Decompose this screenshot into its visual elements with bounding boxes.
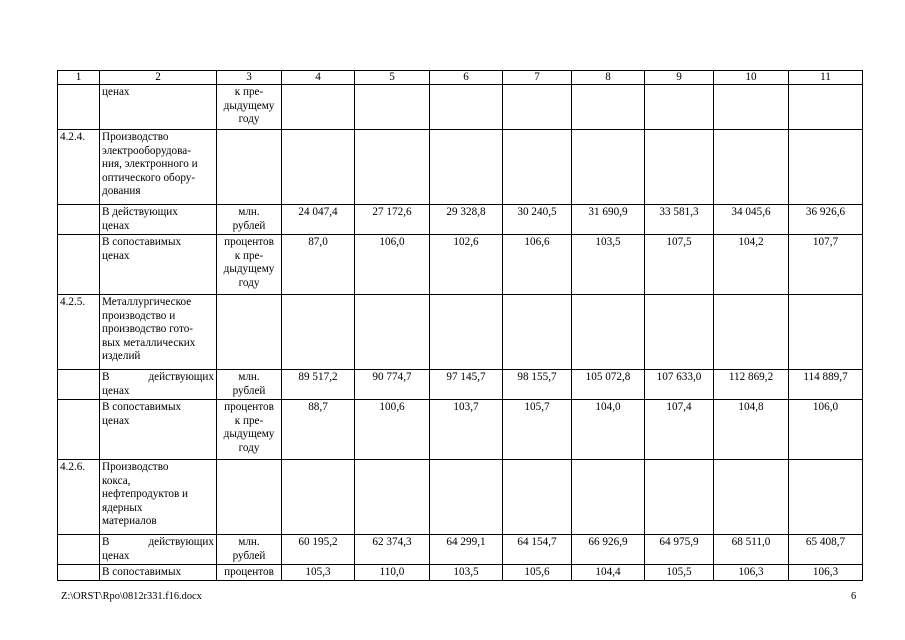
row-unit-line: процентов <box>224 401 274 413</box>
value-cell: 90 774,7 <box>355 370 430 400</box>
row-unit-line: к пре- <box>234 86 264 98</box>
value-cell: 64 154,7 <box>503 535 572 565</box>
row-name-line: ценах <box>102 86 130 98</box>
row-name-line: производство и <box>102 309 176 322</box>
row-name <box>100 85 217 130</box>
table-row <box>58 460 863 535</box>
value-cell: 68 511,0 <box>714 535 789 565</box>
row-unit-line: рублей <box>232 219 266 232</box>
row-name-line: В действующих <box>102 371 214 383</box>
row-code <box>58 235 100 295</box>
row-name-line: нефтепродуктов и <box>102 488 189 500</box>
row-unit-line: млн. <box>238 206 260 218</box>
row-unit-line: к пре- <box>234 249 264 262</box>
value-cell: 97 145,7 <box>430 370 503 400</box>
value-cell: 107,5 <box>645 235 714 295</box>
row-name-line: материалов <box>102 515 157 527</box>
row-name-line: кокса, <box>102 474 131 487</box>
value-cell <box>355 130 430 205</box>
row-unit-line: рублей <box>232 549 266 562</box>
value-cell: 65 408,7 <box>789 535 863 565</box>
row-name <box>100 295 217 370</box>
value-cell <box>355 85 430 130</box>
row-code <box>58 535 100 565</box>
row-unit-line: млн. <box>238 371 260 383</box>
row-unit-line: дыдущему <box>223 99 275 112</box>
row-name-line: Металлургическое <box>102 296 192 308</box>
row-unit-line: дыдущему <box>223 428 275 440</box>
value-cell: 106,0 <box>355 235 430 295</box>
column-number-header: 9 <box>645 71 714 85</box>
value-cell <box>503 85 572 130</box>
column-number-header: 1 <box>58 71 100 85</box>
row-code <box>58 85 100 130</box>
row-unit <box>217 235 282 295</box>
table-row <box>58 295 863 370</box>
row-name <box>100 460 217 535</box>
value-cell <box>714 460 789 535</box>
value-cell <box>355 460 430 535</box>
value-cell: 87,0 <box>282 235 355 295</box>
row-name-line: В действующих <box>102 206 178 218</box>
value-cell: 104,8 <box>714 400 789 460</box>
value-cell: 106,3 <box>714 565 789 581</box>
table-row <box>58 130 863 205</box>
value-cell: 62 374,3 <box>355 535 430 565</box>
column-number-header: 11 <box>789 71 863 85</box>
row-unit <box>217 130 282 205</box>
value-cell <box>572 460 645 535</box>
column-number-header: 5 <box>355 71 430 85</box>
row-unit-line: году <box>238 441 260 454</box>
row-name <box>100 565 217 581</box>
value-cell <box>503 295 572 370</box>
value-cell: 31 690,9 <box>572 205 645 235</box>
row-name-line: В сопоставимых <box>102 401 182 413</box>
row-name-line: Производство <box>102 461 169 473</box>
value-cell: 60 195,2 <box>282 535 355 565</box>
row-name-line: ния, электронного и <box>102 158 198 170</box>
row-unit <box>217 460 282 535</box>
value-cell: 64 299,1 <box>430 535 503 565</box>
value-cell <box>714 130 789 205</box>
value-cell <box>789 460 863 535</box>
footer-file-path: Z:\ORST\Rpo\0812r331.f16.docx <box>61 591 202 602</box>
row-unit-line: году <box>238 276 260 289</box>
value-cell <box>282 460 355 535</box>
value-cell: 106,6 <box>503 235 572 295</box>
value-cell <box>430 85 503 130</box>
value-cell: 64 975,9 <box>645 535 714 565</box>
value-cell <box>572 85 645 130</box>
value-cell: 107 633,0 <box>645 370 714 400</box>
row-name-line: В сопоставимых <box>102 566 182 578</box>
row-unit <box>217 400 282 460</box>
value-cell: 34 045,6 <box>714 205 789 235</box>
row-name <box>100 370 217 400</box>
table-row <box>58 370 863 400</box>
value-cell: 102,6 <box>430 235 503 295</box>
row-name <box>100 400 217 460</box>
row-name-line: изделий <box>102 350 141 362</box>
value-cell <box>789 130 863 205</box>
value-cell <box>282 130 355 205</box>
value-cell: 104,2 <box>714 235 789 295</box>
value-cell <box>572 130 645 205</box>
value-cell <box>789 295 863 370</box>
table-row <box>58 85 863 130</box>
row-name-line: В действующих <box>102 536 214 548</box>
table-row <box>58 400 863 460</box>
row-name <box>100 205 217 235</box>
value-cell: 103,7 <box>430 400 503 460</box>
value-cell: 104,0 <box>572 400 645 460</box>
row-name-line: ядерных <box>102 501 143 514</box>
value-cell <box>714 85 789 130</box>
value-cell <box>645 130 714 205</box>
column-number-header: 6 <box>430 71 503 85</box>
row-code <box>58 370 100 400</box>
value-cell <box>572 295 645 370</box>
row-code: 4.2.4. <box>58 130 100 205</box>
header-row <box>58 71 863 85</box>
value-cell <box>645 295 714 370</box>
row-name-line: оптического обору- <box>102 171 196 184</box>
value-cell: 110,0 <box>355 565 430 581</box>
row-unit-line: млн. <box>238 536 260 548</box>
row-unit-line: процентов <box>224 566 274 578</box>
value-cell: 36 926,6 <box>789 205 863 235</box>
row-code <box>58 400 100 460</box>
value-cell <box>430 295 503 370</box>
row-name-line: электрооборудова- <box>102 144 191 157</box>
row-code <box>58 205 100 235</box>
footer-page-number: 6 <box>851 591 857 602</box>
value-cell <box>503 130 572 205</box>
column-number-header: 7 <box>503 71 572 85</box>
value-cell: 105 072,8 <box>572 370 645 400</box>
row-name-line: В сопоставимых <box>102 236 182 248</box>
value-cell: 106,0 <box>789 400 863 460</box>
row-name-line: ценах <box>102 414 130 427</box>
table-row <box>58 565 863 581</box>
row-name-line: ценах <box>102 219 130 232</box>
row-code <box>58 565 100 581</box>
value-cell: 89 517,2 <box>282 370 355 400</box>
row-unit <box>217 295 282 370</box>
row-unit-line: рублей <box>232 384 266 397</box>
value-cell: 24 047,4 <box>282 205 355 235</box>
row-unit <box>217 565 282 581</box>
row-name-line: ценах <box>102 384 130 397</box>
value-cell: 29 328,8 <box>430 205 503 235</box>
row-name <box>100 235 217 295</box>
value-cell <box>430 460 503 535</box>
value-cell: 105,7 <box>503 400 572 460</box>
value-cell <box>355 295 430 370</box>
value-cell: 105,6 <box>503 565 572 581</box>
row-name <box>100 535 217 565</box>
row-unit <box>217 205 282 235</box>
row-code: 4.2.5. <box>58 295 100 370</box>
row-name <box>100 130 217 205</box>
column-number-header: 3 <box>217 71 282 85</box>
value-cell <box>789 85 863 130</box>
row-unit-line: году <box>238 113 260 125</box>
value-cell: 114 889,7 <box>789 370 863 400</box>
value-cell: 103,5 <box>430 565 503 581</box>
value-cell: 88,7 <box>282 400 355 460</box>
column-number-header: 10 <box>714 71 789 85</box>
value-cell: 33 581,3 <box>645 205 714 235</box>
table-row <box>58 235 863 295</box>
column-number-header: 8 <box>572 71 645 85</box>
value-cell: 107,7 <box>789 235 863 295</box>
value-cell: 104,4 <box>572 565 645 581</box>
row-unit-line: процентов <box>224 236 274 248</box>
value-cell: 100,6 <box>355 400 430 460</box>
row-name-line: производство гото- <box>102 323 194 335</box>
value-cell: 112 869,2 <box>714 370 789 400</box>
value-cell: 103,5 <box>572 235 645 295</box>
value-cell: 106,3 <box>789 565 863 581</box>
column-number-header: 2 <box>100 71 217 85</box>
row-unit <box>217 85 282 130</box>
value-cell <box>503 460 572 535</box>
value-cell: 27 172,6 <box>355 205 430 235</box>
value-cell: 107,4 <box>645 400 714 460</box>
column-number-header: 4 <box>282 71 355 85</box>
value-cell <box>430 130 503 205</box>
row-unit-line: к пре- <box>234 414 264 427</box>
value-cell: 105,5 <box>645 565 714 581</box>
row-unit <box>217 535 282 565</box>
row-name-line: ценах <box>102 549 130 562</box>
value-cell <box>645 460 714 535</box>
table-row <box>58 535 863 565</box>
value-cell: 105,3 <box>282 565 355 581</box>
value-cell: 66 926,9 <box>572 535 645 565</box>
row-unit <box>217 370 282 400</box>
table-row <box>58 205 863 235</box>
row-name-line: вых металлических <box>102 336 196 349</box>
row-name-line: дования <box>102 185 141 197</box>
value-cell <box>714 295 789 370</box>
value-cell: 30 240,5 <box>503 205 572 235</box>
row-name-line: Производство <box>102 131 169 143</box>
value-cell <box>645 85 714 130</box>
value-cell <box>282 85 355 130</box>
value-cell: 98 155,7 <box>503 370 572 400</box>
data-table <box>57 70 863 581</box>
row-name-line: ценах <box>102 249 130 262</box>
row-unit-line: дыдущему <box>223 263 275 275</box>
value-cell <box>282 295 355 370</box>
row-code: 4.2.6. <box>58 460 100 535</box>
